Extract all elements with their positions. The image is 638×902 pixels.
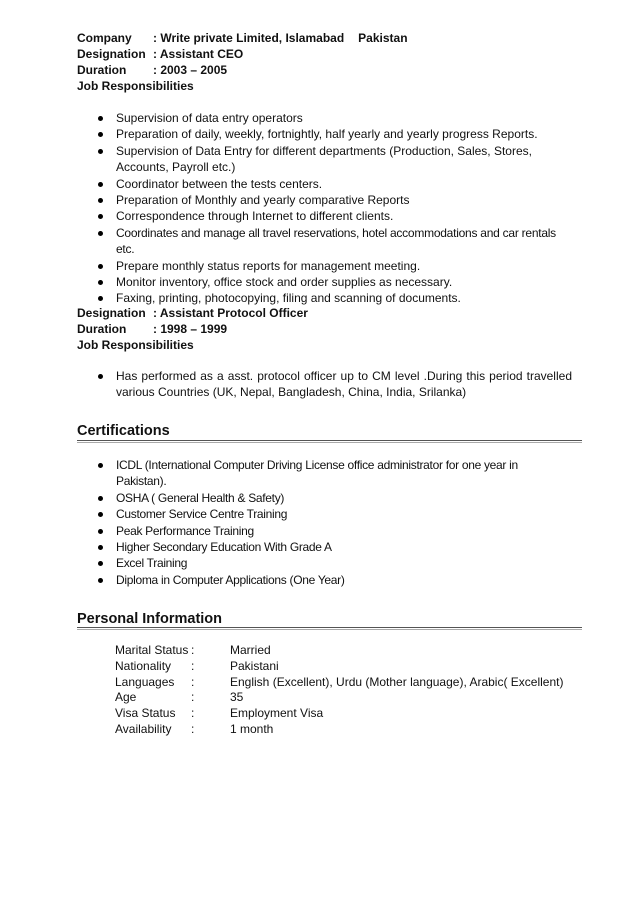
designation-label: Designation xyxy=(77,306,146,320)
duration-line xyxy=(77,62,227,78)
bullet-icon xyxy=(98,463,103,468)
designation-value: : Assistant CEO xyxy=(153,47,244,61)
table-row: Age : 35 xyxy=(115,690,244,705)
list-item: Monitor inventory, office stock and order supplies as necessary. xyxy=(78,274,576,290)
list-item: Supervision of data entry operators xyxy=(78,110,576,126)
company-line xyxy=(77,30,408,46)
table-row: Marital Status : Married xyxy=(115,643,271,657)
duration-value: : 1998 – 1999 xyxy=(153,322,228,336)
list-item: ICDL (International Computer Driving License office administrator for one year in Pakistan). xyxy=(78,457,518,490)
table-row: Languages : English (Excellent), Urdu (Mother language), Arabic( Excellent) xyxy=(115,674,564,689)
bullet-icon xyxy=(98,214,103,219)
designation-value: : Assistant Protocol Officer xyxy=(153,306,308,320)
company-value: : Write private Limited, Islamabad xyxy=(153,31,345,45)
bullet-icon xyxy=(98,529,103,534)
bullet-icon xyxy=(98,231,103,236)
bullet-icon xyxy=(98,264,103,269)
designation-line-2 xyxy=(77,305,308,321)
bullet-icon xyxy=(98,496,103,501)
bullet-icon xyxy=(98,198,103,203)
designation-label: Designation xyxy=(77,47,146,61)
section-divider xyxy=(77,440,582,443)
table-row: Nationality : Pakistani xyxy=(115,658,279,673)
list-item: Diploma in Computer Applications (One Year) xyxy=(78,572,518,588)
duration-line-2 xyxy=(77,321,227,337)
section-divider xyxy=(77,627,582,630)
bullet-icon xyxy=(98,374,103,379)
bullet-icon xyxy=(98,116,103,121)
bullet-icon xyxy=(98,561,103,566)
duration-label: Duration xyxy=(77,322,127,336)
list-item: Has performed as a asst. protocol officer up to CM level .During this period travelled various Countries (UK, Nepal, Bangladesh, China, India, Srilanka) xyxy=(78,368,572,401)
bullet-icon xyxy=(98,512,103,517)
list-item: Excel Training xyxy=(78,555,518,571)
job-responsibilities-label-2: Job Responsibilities xyxy=(77,338,194,352)
list-item: Correspondence through Internet to different clients. xyxy=(78,208,576,224)
list-item: Coordinator between the tests centers. xyxy=(78,176,576,192)
personal-info-table xyxy=(115,643,563,738)
list-item: Preparation of daily, weekly, fortnightly, half yearly and yearly progress Reports. xyxy=(78,126,576,142)
list-item: Prepare monthly status reports for management meeting. xyxy=(78,258,576,274)
list-item: Higher Secondary Education With Grade A xyxy=(78,539,518,555)
list-item: Customer Service Centre Training xyxy=(78,506,518,522)
personal-information-heading: Personal Information xyxy=(77,611,223,627)
table-row: Availability : 1 month xyxy=(115,721,274,736)
list-item: Preparation of Monthly and yearly comparative Reports xyxy=(78,192,576,208)
bullet-icon xyxy=(98,280,103,285)
job-responsibilities-label: Job Responsibilities xyxy=(77,79,194,93)
certifications-heading: Certifications xyxy=(77,423,170,439)
designation-line xyxy=(77,46,243,62)
list-item: Coordinates and manage all travel reservations, hotel accommodations and car rentals etc. xyxy=(78,225,576,258)
bullet-icon xyxy=(98,132,103,137)
bullet-icon xyxy=(98,296,103,301)
bullet-icon xyxy=(98,578,103,583)
table-row: Visa Status : Employment Visa xyxy=(115,706,324,721)
duration-label: Duration xyxy=(77,63,127,77)
list-item: Supervision of Data Entry for different departments (Production, Sales, Stores, Accounts, Payroll etc.) xyxy=(78,143,576,176)
bullet-icon xyxy=(98,545,103,550)
list-item: Faxing, printing, photocopying, filing and scanning of documents. xyxy=(78,290,576,306)
bullet-icon xyxy=(98,149,103,154)
bullet-icon xyxy=(98,182,103,187)
responsibilities-list xyxy=(78,110,576,307)
duration-value: : 2003 – 2005 xyxy=(153,63,228,77)
company-label: Company xyxy=(77,31,132,45)
company-country: Pakistan xyxy=(358,31,408,45)
certifications-list xyxy=(78,457,518,588)
list-item: Peak Performance Training xyxy=(78,523,518,539)
responsibilities-list-2 xyxy=(78,368,572,401)
list-item: OSHA ( General Health & Safety) xyxy=(78,490,518,506)
